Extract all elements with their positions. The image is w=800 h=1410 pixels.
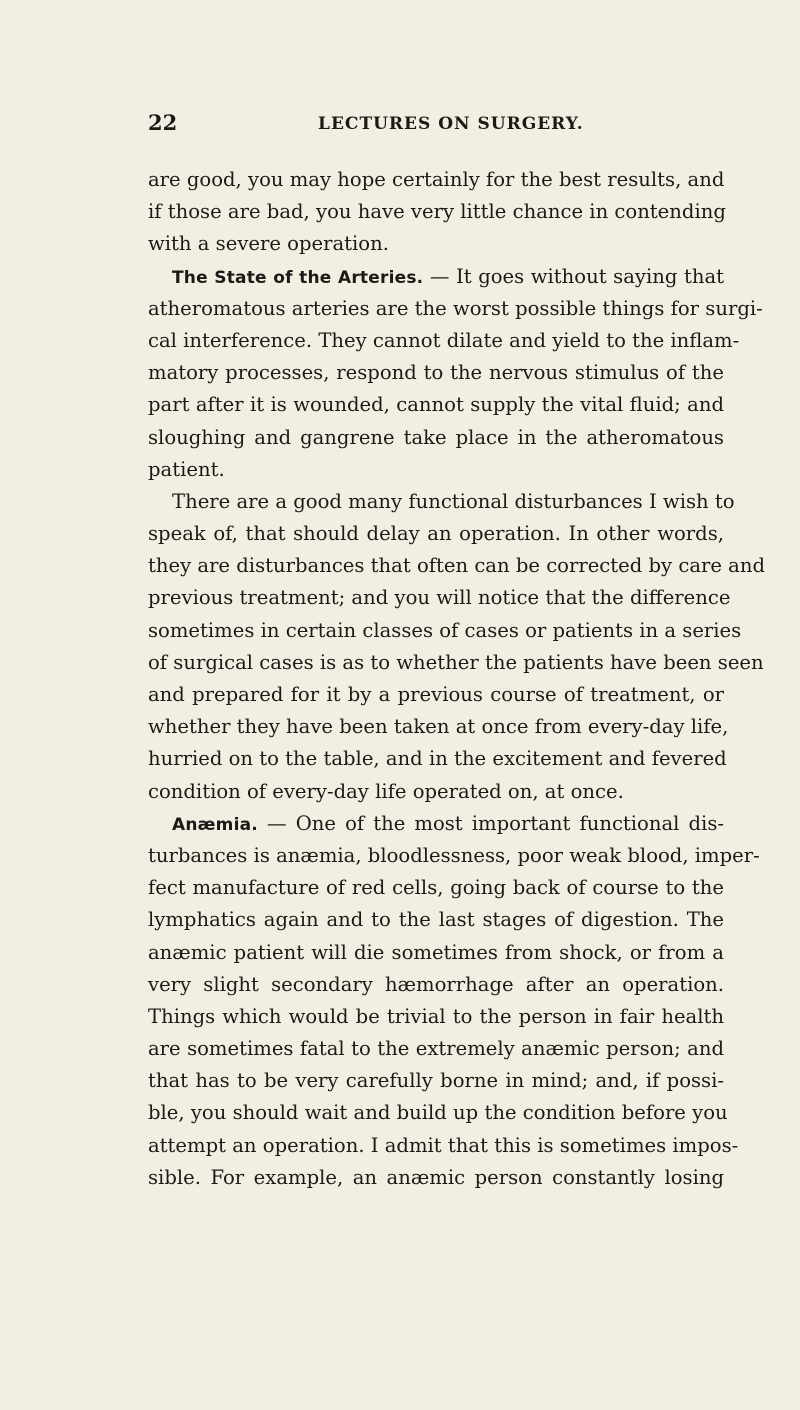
text-line: are good, you may hope certainly for the best results, and (148, 168, 725, 191)
running-title: LECTURES ON SURGERY. (318, 114, 584, 134)
text-line: Things which would be trivial to the person in fair health (148, 1004, 724, 1028)
text-line: There are a good many functional disturbances I wish to (172, 489, 735, 513)
text-line: sometimes in certain classes of cases or patients in a series (148, 618, 742, 642)
section-heading-arteries: The State of the Arteries. (172, 267, 424, 288)
section-heading-anaemia: Anæmia. (172, 814, 258, 835)
text-line: turbances is anæmia, bloodlessness, poor weak blood, imper- (148, 843, 760, 867)
arteries-heading-line (148, 261, 724, 293)
text-span: — It goes without saying that (423, 264, 725, 288)
text-line: sible. For example, an anæmic person constantly losing (148, 1165, 724, 1189)
text-line: previous treatment; and you will notice that the difference (148, 586, 731, 610)
text-line: lymphatics again and to the last stages of digestion. The (148, 908, 724, 932)
text-line: hurried on to the table, and in the excitement and fevered (148, 747, 727, 771)
text-line: they are disturbances that often can be corrected by care and (148, 554, 766, 578)
text-line: very slight secondary hæmorrhage after an operation. (148, 972, 724, 996)
text-line: ble, you should wait and build up the condition before you (148, 1101, 728, 1125)
text-line: with a severe operation. (148, 232, 389, 256)
text-line: whether they have been taken at once from every-day life, (148, 715, 729, 739)
text-line: atheromatous arteries are the worst possible things for surgi- (148, 296, 763, 320)
text-line: anæmic patient will die sometimes from shock, or from a (148, 940, 724, 964)
text-line: of surgical cases is as to whether the patients have been seen (148, 650, 764, 674)
text-line: patient. (148, 457, 225, 481)
text-line: are sometimes fatal to the extremely anæmic person; and (148, 1037, 724, 1061)
text-line: condition of every-day life operated on, at once. (148, 779, 624, 803)
text-line: sloughing and gangrene take place in the atheromatous (148, 425, 724, 449)
text-line: attempt an operation. I admit that this is sometimes impos- (148, 1133, 739, 1157)
text-span: — One of the most important functional dis- (257, 811, 724, 835)
text-line: part after it is wounded, cannot supply the vital fluid; and (148, 393, 724, 417)
anaemia-heading-line (148, 808, 724, 840)
body-text (148, 164, 766, 1194)
text-line: and prepared for it by a previous course of treatment, or (148, 683, 724, 706)
text-line: fect manufacture of red cells, going back of course to the (148, 876, 724, 900)
text-line: matory processes, respond to the nervous stimulus of the (148, 361, 724, 385)
page-number: 22 (148, 110, 178, 135)
text-line: if those are bad, you have very little chance in contending (148, 200, 726, 224)
text-line: cal interference. They cannot dilate and yield to the inflam- (148, 328, 740, 352)
text-line: speak of, that should delay an operation. In other words, (148, 522, 724, 546)
page-header (148, 110, 728, 140)
text-line: that has to be very carefully borne in mind; and, if possi- (148, 1069, 724, 1093)
